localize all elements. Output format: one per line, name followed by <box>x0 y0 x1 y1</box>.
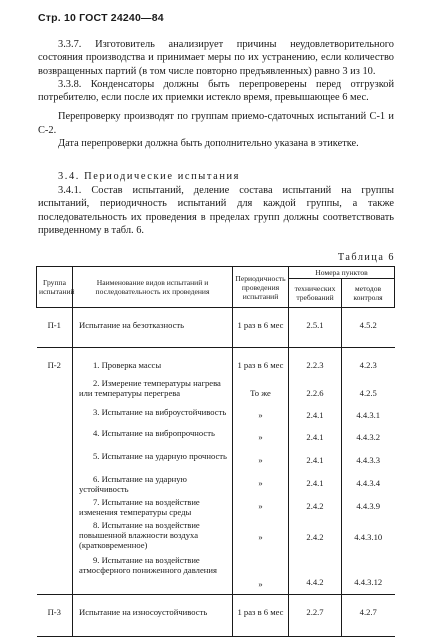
cell-group <box>37 378 73 407</box>
cell-group: П-2 <box>37 348 73 378</box>
cell-methods: 4.4.3.3 <box>356 454 381 465</box>
cell-group: П-1 <box>37 308 73 348</box>
cell-period: » <box>233 451 289 474</box>
cell-group: П-3 <box>37 595 73 637</box>
cell-name: 7. Испытание на воздействие изменения температуры среды <box>73 497 233 520</box>
cell-name: 6. Испытание на ударную устойчивость <box>73 474 233 497</box>
cell-tech: 2.5.1 <box>289 308 342 348</box>
cell-name: Испытание на безотказность <box>73 308 233 348</box>
cell-name: 8. Испытание на воздействие повышенной влажности воздуха (кратковременное) <box>73 520 233 555</box>
body-text-block-2 <box>38 184 394 237</box>
cell-name: 1. Проверка массы <box>73 348 233 378</box>
header-tech: технических требований <box>289 279 342 308</box>
paragraph-recheck-groups: Перепроверку производят по группам приемо-сдаточных испытаний С-1 и С-2. <box>38 111 394 136</box>
table-caption: Таблица 6 <box>337 252 395 263</box>
table-row <box>37 308 395 348</box>
cell-tech: 2.4.2 <box>289 520 342 555</box>
cell-methods: 4.4.3.4 <box>356 477 381 488</box>
cell-period: » <box>233 474 289 497</box>
cell-tech: 2.4.1 <box>289 474 342 497</box>
cell-period: » <box>233 428 289 451</box>
table-row <box>37 520 395 555</box>
cell-name: 2. Измерение температуры нагрева или температуры перегрева <box>73 378 233 407</box>
cell-methods: 4.4.3.2 <box>356 431 381 442</box>
cell-period: 1 раз в 6 мес <box>233 308 289 348</box>
cell-tech: 4.4.2 <box>289 555 342 595</box>
cell-group <box>37 428 73 451</box>
cell-period: То же <box>233 378 289 407</box>
cell-group <box>37 474 73 497</box>
body-text-block <box>38 38 394 150</box>
table-row <box>37 407 395 428</box>
cell-period: » <box>233 520 289 555</box>
cell-methods: 4.4.3.9 <box>356 500 381 511</box>
table-row <box>37 428 395 451</box>
table-row <box>37 451 395 474</box>
cell-group <box>37 555 73 595</box>
cell-tech: 2.4.1 <box>289 451 342 474</box>
cell-methods: 4.2.7 <box>342 595 395 637</box>
cell-tech: 2.2.7 <box>289 595 342 637</box>
cell-group <box>37 451 73 474</box>
cell-tech: 2.4.1 <box>289 428 342 451</box>
header-methods: методов контроля <box>342 279 395 308</box>
cell-methods: 4.5.2 <box>342 308 395 348</box>
table-row <box>37 348 395 378</box>
paragraph-341: 3.4.1. Состав испытаний, деление состава испытаний на группы испытаний, периодичность испытаний для каждой группы, а также последовательность их проведения в пределах групп должны соответствовать приведенному в табл. 6. <box>38 185 394 236</box>
cell-group <box>37 497 73 520</box>
table-row <box>37 497 395 520</box>
paragraph-337: 3.3.7. Изготовитель анализирует причины неудовлетворительного состояния производства и принимает меры по их устранению, если количество возвращенных партий (в том числе повторно предъявленных) равно 3 из 10. <box>38 39 394 77</box>
table-row <box>37 555 395 595</box>
cell-name: 3. Испытание на виброустойчивость <box>73 407 233 428</box>
cell-methods: 4.4.3.1 <box>356 409 381 420</box>
cell-methods: 4.4.3.10 <box>354 531 383 542</box>
header-period: Периодичность проведения испытаний <box>233 267 289 308</box>
cell-methods: 4.2.5 <box>359 387 377 398</box>
table-6 <box>36 266 395 637</box>
table-row <box>37 595 395 637</box>
page-header: Стр. 10 ГОСТ 24240—84 <box>38 12 164 24</box>
cell-tech: 2.4.1 <box>289 407 342 428</box>
cell-methods: 4.2.3 <box>342 348 395 378</box>
header-group: Группа испытаний <box>37 267 73 308</box>
cell-methods: 4.4.3.12 <box>354 576 383 587</box>
cell-group <box>37 520 73 555</box>
cell-tech: 2.4.2 <box>289 497 342 520</box>
cell-name: Испытание на износоустойчивость <box>73 595 233 637</box>
cell-name: 9. Испытание на воздействие атмосферного пониженного давления <box>73 555 233 595</box>
cell-period: » <box>233 555 289 595</box>
cell-tech: 2.2.6 <box>289 378 342 407</box>
cell-group <box>37 407 73 428</box>
header-name: Наименование видов испытаний и последовательность их проведения <box>73 267 233 308</box>
cell-period: 1 раз в 6 мес <box>233 348 289 378</box>
header-points: Номера пунктов <box>289 267 395 279</box>
section-title: 3.4. Периодические испытания <box>58 171 241 182</box>
cell-name: 4. Испытание на вибропрочность <box>73 428 233 451</box>
cell-tech: 2.2.3 <box>289 348 342 378</box>
table-row <box>37 378 395 407</box>
cell-period: 1 раз в 6 мес <box>233 595 289 637</box>
table-header-row <box>37 267 395 279</box>
cell-name: 5. Испытание на ударную прочность <box>73 451 233 474</box>
paragraph-338: 3.3.8. Конденсаторы должны быть перепроверены перед отгрузкой потребителю, если после их приемки истекло время, превышающее 6 мес. <box>38 78 394 104</box>
cell-period: » <box>233 407 289 428</box>
table-row <box>37 474 395 497</box>
paragraph-recheck-date: Дата перепроверки должна быть дополнительно указана в этикетке. <box>58 138 359 150</box>
cell-period: » <box>233 497 289 520</box>
